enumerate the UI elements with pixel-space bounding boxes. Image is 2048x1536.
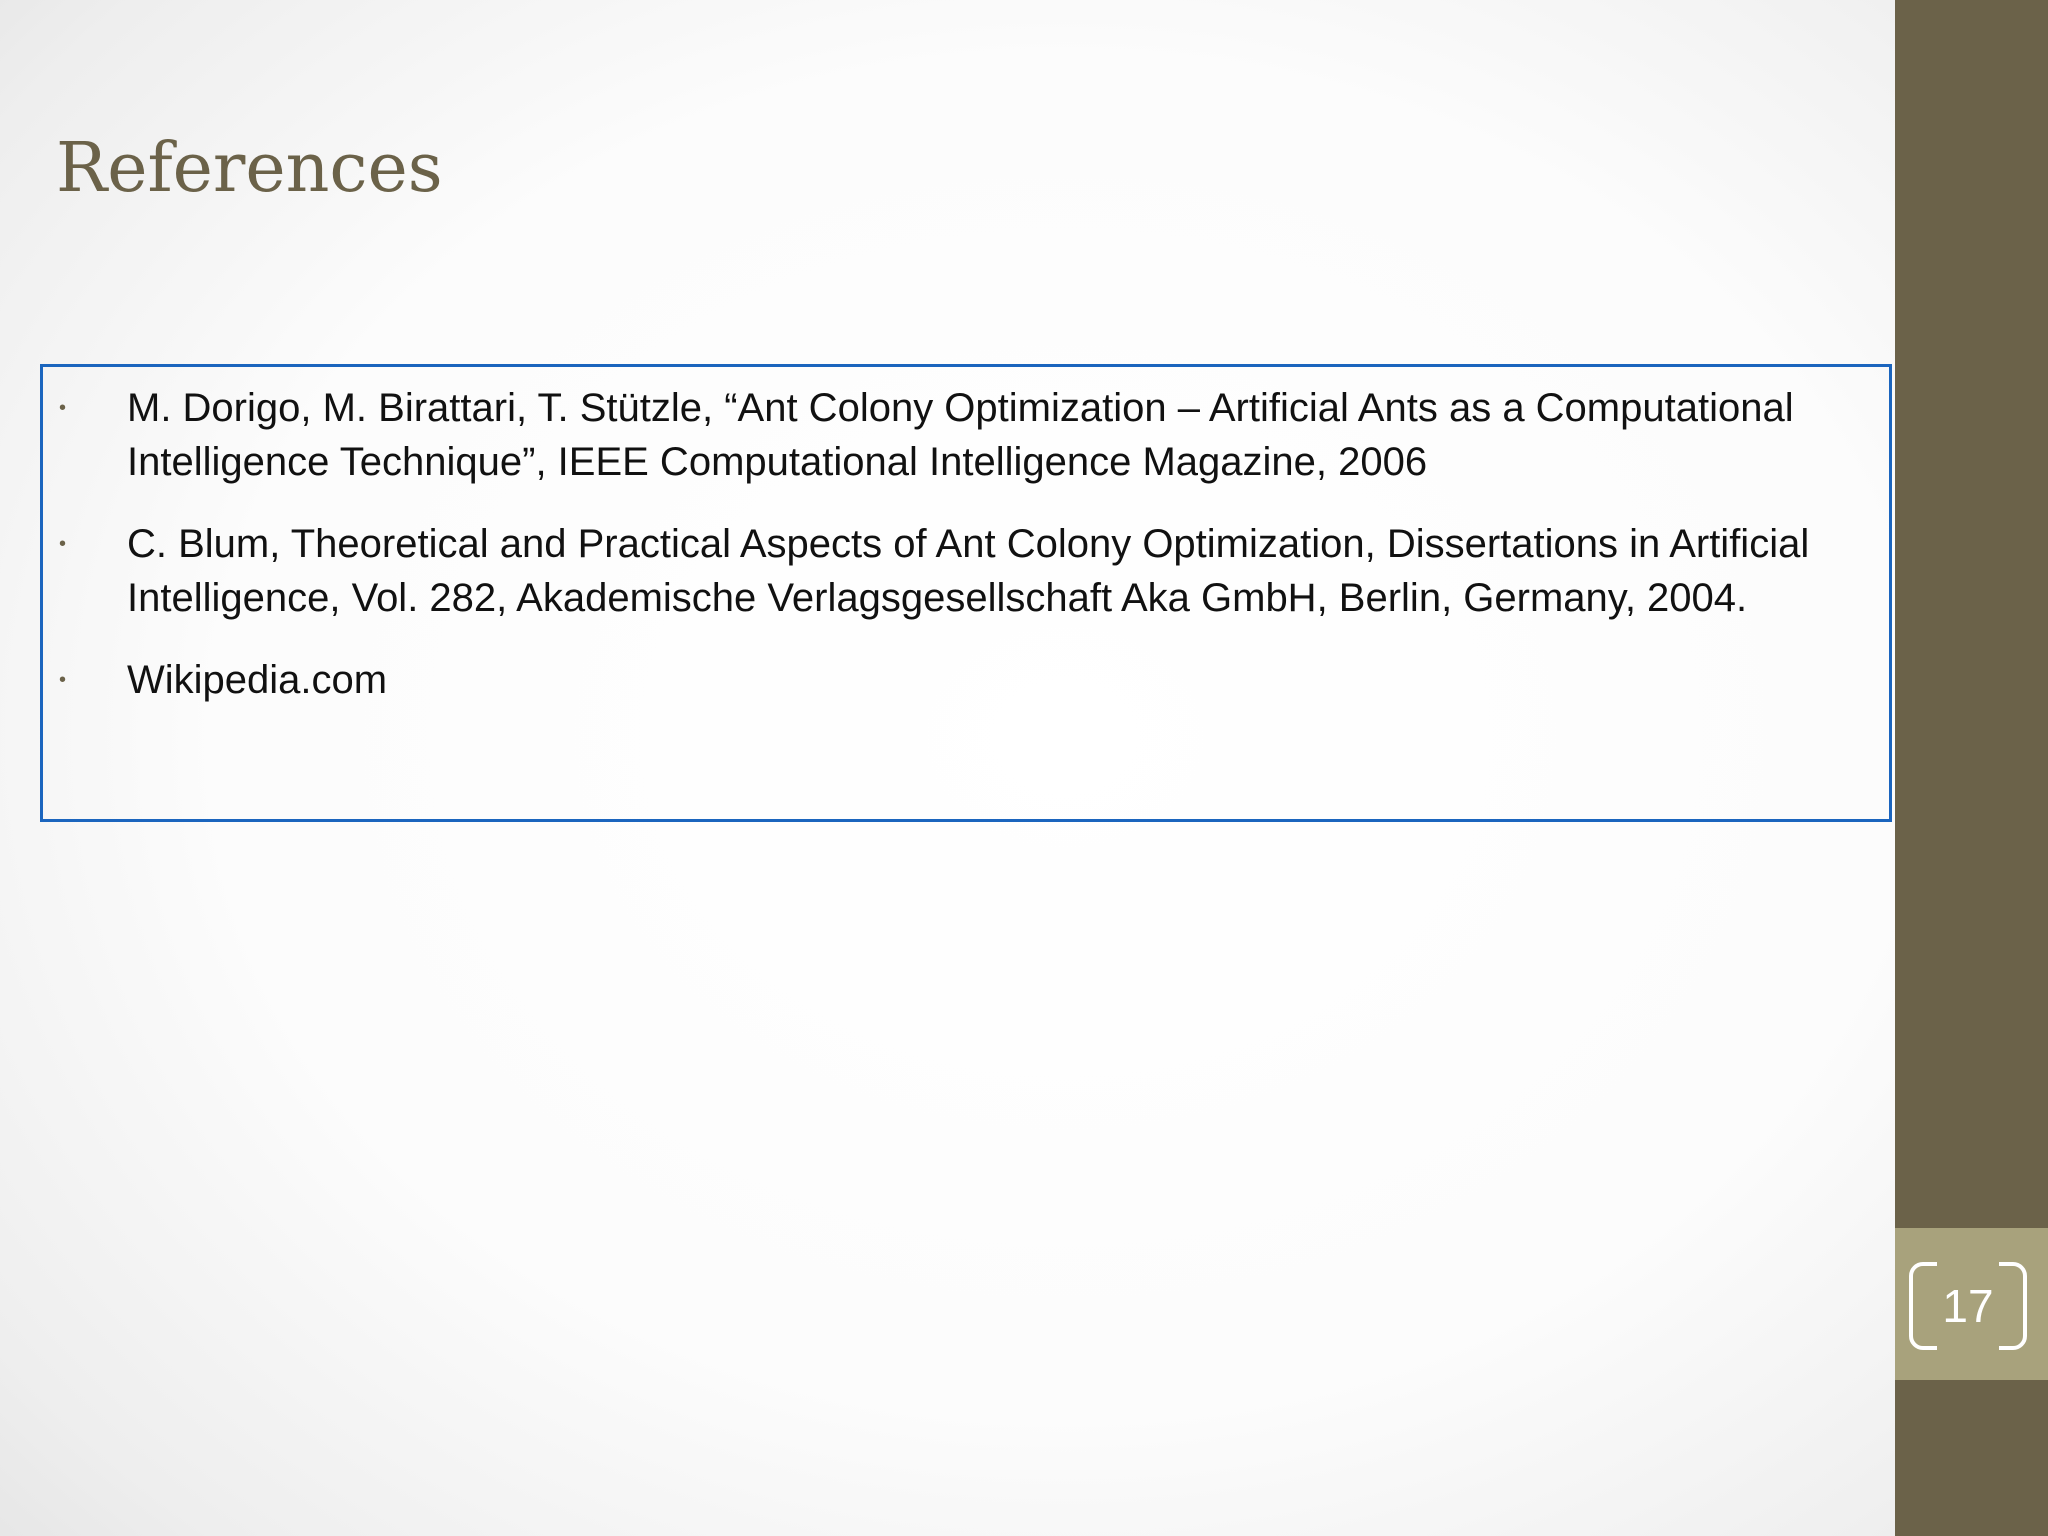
slide-title: References: [56, 129, 443, 208]
reference-text: C. Blum, Theoretical and Practical Aspects of Ant Colony Optimization, Dissertations in Artificial Intelligence, Vol. 282, Akademische Verlagsgesellschaft Aka GmbH, Berlin, Germany, 2004.: [127, 522, 1810, 620]
bullet-icon: •: [59, 669, 67, 691]
bullet-icon: •: [59, 533, 67, 555]
references-list: [43, 381, 1889, 707]
reference-item: [43, 517, 1889, 625]
page-number-tab: [1895, 1228, 2048, 1380]
reference-item: [43, 381, 1889, 489]
reference-text: M. Dorigo, M. Birattari, T. Stützle, “Ant Colony Optimization – Artificial Ants as a Computational Intelligence Technique”, IEEE Computational Intelligence Magazine, 2006: [127, 386, 1794, 484]
references-text-box: [40, 364, 1892, 822]
page-number: 17: [1942, 1280, 1994, 1332]
reference-item: [43, 653, 1889, 707]
bullet-icon: •: [59, 397, 67, 419]
reference-text: Wikipedia.com: [127, 658, 388, 702]
